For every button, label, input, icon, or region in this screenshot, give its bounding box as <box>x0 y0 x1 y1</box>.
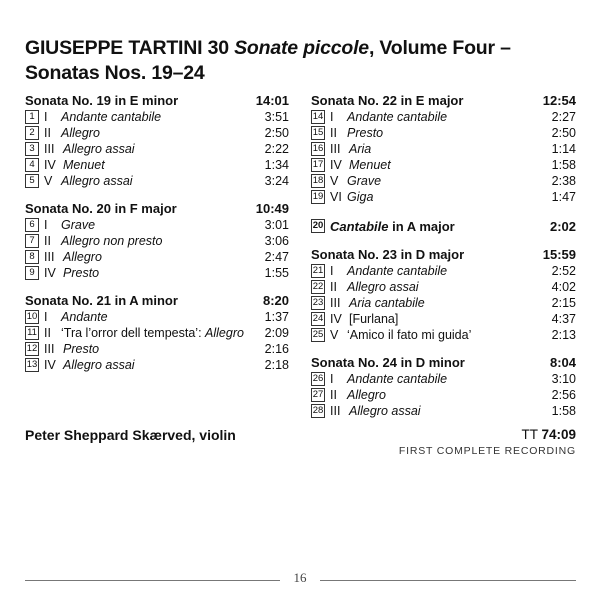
booklet-title <box>25 36 585 86</box>
track-number: 26 <box>312 373 324 384</box>
sonata-duration: 12:54 <box>542 93 576 108</box>
track-row: 14 I Andante cantabile 2:27 <box>312 110 576 124</box>
cantabile-track-row: 20 Cantabile in A major 2:02 <box>312 218 576 234</box>
track-row: 13 IV Allegro assai 2:18 <box>26 358 289 372</box>
track-number: 8 <box>25 250 39 264</box>
track-row: 23 III Aria cantabile 2:15 <box>312 296 576 310</box>
track-row: 12 III Presto 2:16 <box>26 342 289 356</box>
track-number: 19 <box>312 191 324 202</box>
track-row: 22 II Allegro assai 4:02 <box>312 280 576 294</box>
tracklist-left-column <box>25 93 289 373</box>
tracklist-right-column <box>311 93 576 419</box>
track-row: 18 V Grave 2:38 <box>312 174 576 188</box>
track-number: 4 <box>25 158 39 172</box>
track-number: 25 <box>312 329 324 340</box>
track-row: 17 IV Menuet 1:58 <box>312 158 576 172</box>
sonata-23-heading: Sonata No. 23 in D major 15:59 <box>311 247 576 262</box>
track-row: 6 I Grave 3:01 <box>25 217 289 233</box>
title-italic: Sonate piccole <box>234 37 369 59</box>
track-row: 11 II ‘Tra l’orror dell tempesta’: Allegro 2:09 <box>25 325 289 341</box>
track-row: 4 IV Menuet 1:34 <box>25 157 289 173</box>
track-row: 27 II Allegro 2:56 <box>312 388 576 402</box>
track-row: 25 V ‘Amico il fato mi guida’ 2:13 <box>312 328 576 342</box>
track-number: 3 <box>25 142 39 156</box>
track-row: 15 II Presto 2:50 <box>312 126 576 140</box>
title-line-1: GIUSEPPE TARTINI 30 Sonate piccole, Volume Four – <box>25 37 511 59</box>
track-number: 12 <box>26 343 38 354</box>
track-number: 21 <box>312 265 324 276</box>
track-row: 7 II Allegro non presto 3:06 <box>25 233 289 249</box>
sonata-duration: 14:01 <box>255 93 289 108</box>
sonata-19-heading: Sonata No. 19 in E minor 14:01 <box>25 93 289 108</box>
sonata-24-heading: Sonata No. 24 in D minor 8:04 <box>311 355 576 370</box>
footer-rule-left <box>25 580 280 581</box>
track-row: 8 III Allegro 2:47 <box>25 249 289 265</box>
track-row: 3 III Allegro assai 2:22 <box>25 141 289 157</box>
footer-rule-right <box>320 580 576 581</box>
track-number: 2 <box>25 126 39 140</box>
track-number: 5 <box>25 174 39 188</box>
track-number: 22 <box>312 281 324 292</box>
sonata-duration: 10:49 <box>255 201 289 216</box>
track-row: 2 II Allegro 2:50 <box>25 125 289 141</box>
track-number: 14 <box>312 111 324 122</box>
track-number: 10 <box>26 311 38 322</box>
track-number: 11 <box>25 326 39 340</box>
track-number: 9 <box>25 266 39 280</box>
sonata-duration: 15:59 <box>542 247 576 262</box>
track-number: 17 <box>312 159 324 170</box>
track-row: 28 III Allegro assai 1:58 <box>312 404 576 418</box>
track-number: 6 <box>25 218 39 232</box>
sonata-22-heading: Sonata No. 22 in E major 12:54 <box>311 93 576 108</box>
track-number: 7 <box>25 234 39 248</box>
track-row: 5 V Allegro assai 3:24 <box>25 173 289 189</box>
track-number: 24 <box>312 313 324 324</box>
track-number: 23 <box>312 297 324 308</box>
sonata-20-heading: Sonata No. 20 in F major 10:49 <box>25 201 289 216</box>
track-number: 27 <box>312 389 324 400</box>
track-number: 28 <box>312 405 324 416</box>
track-number: 16 <box>312 143 324 154</box>
sonata-duration: 8:04 <box>549 355 576 370</box>
track-row: 16 III Aria 1:14 <box>312 142 576 156</box>
track-number: 13 <box>26 359 38 370</box>
track-row: 24 IV [Furlana] 4:37 <box>312 312 576 326</box>
first-recording-note: FIRST COMPLETE RECORDING <box>398 445 576 457</box>
track-row: 26 I Andante cantabile 3:10 <box>312 372 576 386</box>
track-number: 20 <box>312 220 324 231</box>
sonata-duration: 8:20 <box>262 293 289 308</box>
total-time: TT 74:09 <box>521 427 576 442</box>
track-number: 18 <box>312 175 324 186</box>
track-row: 21 I Andante cantabile 2:52 <box>312 264 576 278</box>
track-number: 1 <box>25 110 39 124</box>
page-number: 16 <box>293 570 307 585</box>
performer-credit: Peter Sheppard Skærved, violin <box>25 427 236 443</box>
title-line-2: Sonatas Nos. 19–24 <box>25 62 205 84</box>
track-row: 9 IV Presto 1:55 <box>25 265 289 281</box>
sonata-21-heading: Sonata No. 21 in A minor 8:20 <box>25 293 289 308</box>
track-row: 19 VI Giga 1:47 <box>312 190 576 204</box>
track-row: 10 I Andante 1:37 <box>26 310 289 324</box>
track-number: 15 <box>312 127 324 138</box>
track-row: 1 I Andante cantabile 3:51 <box>25 109 289 125</box>
